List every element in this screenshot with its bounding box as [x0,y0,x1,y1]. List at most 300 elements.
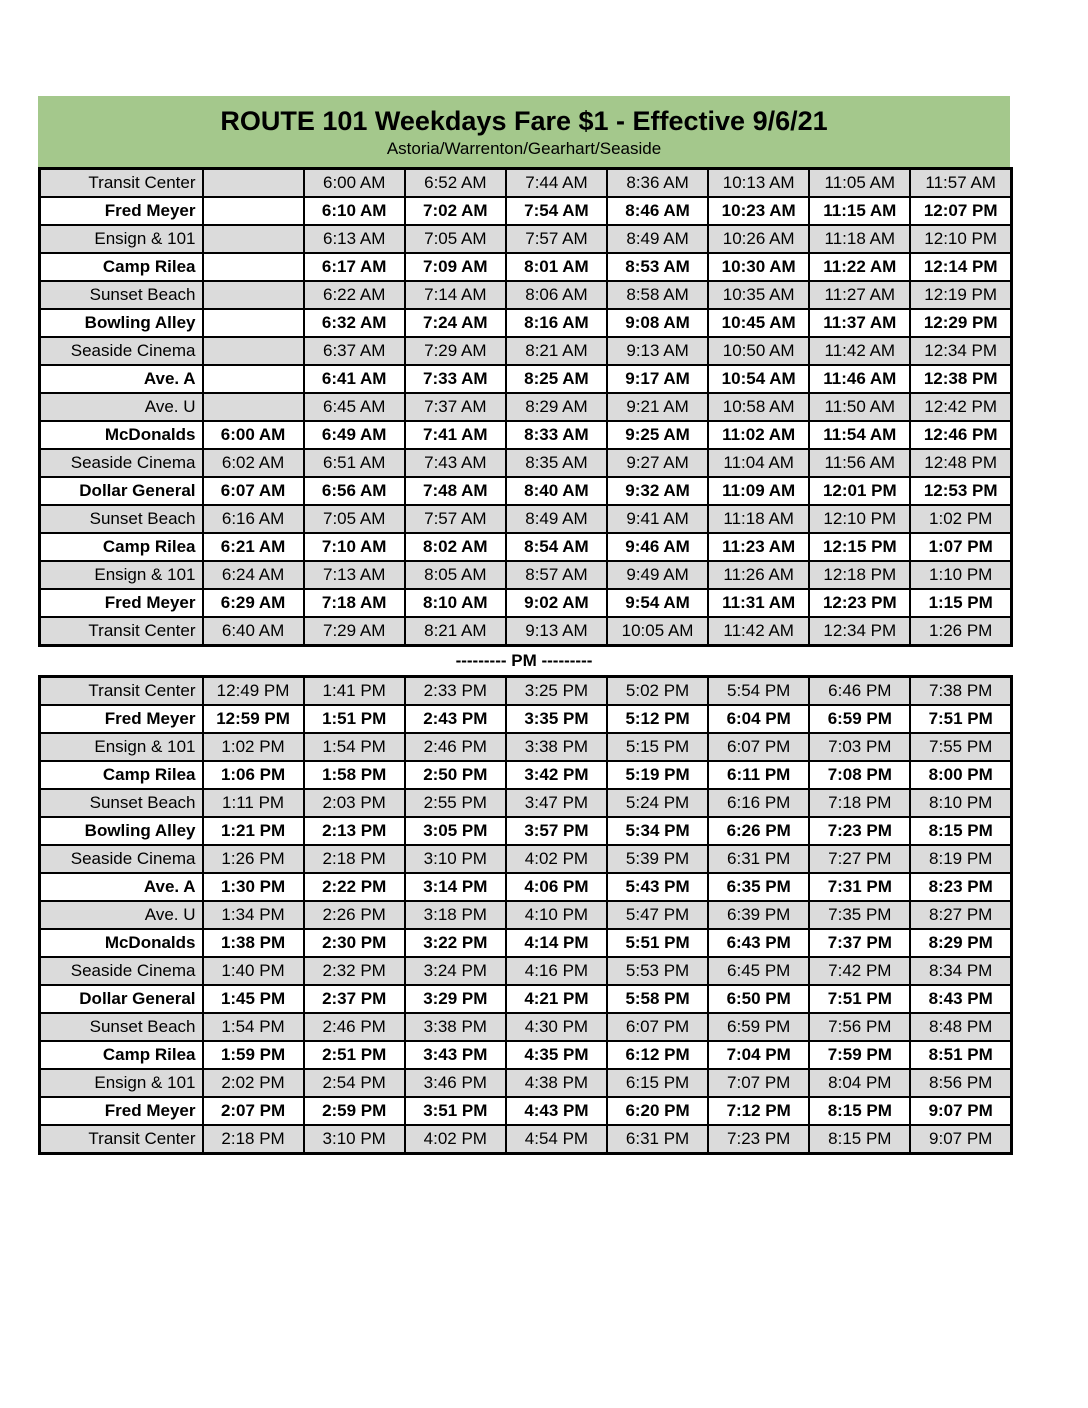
table-row [40,1069,1012,1097]
time-cell: 6:49 AM [304,421,405,449]
time-cell: 4:43 PM [506,1097,607,1125]
time-cell: 8:15 PM [809,1125,910,1154]
empty-time-cell [203,309,304,337]
time-cell: 9:07 PM [910,1125,1011,1154]
table-row [40,169,1012,198]
time-cell: 2:07 PM [203,1097,304,1125]
time-cell: 11:26 AM [708,561,809,589]
time-cell: 3:10 PM [405,845,506,873]
time-cell: 1:15 PM [910,589,1011,617]
time-cell: 5:24 PM [607,789,708,817]
time-cell: 2:26 PM [304,901,405,929]
time-cell: 8:49 AM [607,225,708,253]
time-cell: 7:42 PM [809,957,910,985]
time-cell: 6:00 AM [304,169,405,198]
time-cell: 6:21 AM [203,533,304,561]
table-row [40,929,1012,957]
time-cell: 11:37 AM [809,309,910,337]
time-cell: 6:59 PM [708,1013,809,1041]
time-cell: 7:54 AM [506,197,607,225]
time-cell: 12:01 PM [809,477,910,505]
time-cell: 7:18 PM [809,789,910,817]
time-cell: 8:19 PM [910,845,1011,873]
time-cell: 12:38 PM [910,365,1011,393]
time-cell: 7:29 AM [405,337,506,365]
time-cell: 6:26 PM [708,817,809,845]
time-cell: 6:56 AM [304,477,405,505]
time-cell: 3:29 PM [405,985,506,1013]
time-cell: 5:39 PM [607,845,708,873]
time-cell: 6:11 PM [708,761,809,789]
time-cell: 11:50 AM [809,393,910,421]
time-cell: 9:21 AM [607,393,708,421]
table-row [40,733,1012,761]
time-cell: 7:23 PM [809,817,910,845]
table-row [40,789,1012,817]
time-cell: 12:19 PM [910,281,1011,309]
time-cell: 9:32 AM [607,477,708,505]
time-cell: 1:07 PM [910,533,1011,561]
time-cell: 7:09 AM [405,253,506,281]
stop-name-cell: Ensign & 101 [40,225,203,253]
stop-name-cell: Seaside Cinema [40,449,203,477]
time-cell: 7:43 AM [405,449,506,477]
time-cell: 6:37 AM [304,337,405,365]
time-cell: 1:38 PM [203,929,304,957]
time-cell: 1:54 PM [203,1013,304,1041]
time-cell: 7:57 AM [506,225,607,253]
time-cell: 4:38 PM [506,1069,607,1097]
time-cell: 8:36 AM [607,169,708,198]
time-cell: 6:07 PM [607,1013,708,1041]
time-cell: 10:45 AM [708,309,809,337]
time-cell: 2:13 PM [304,817,405,845]
time-cell: 6:52 AM [405,169,506,198]
time-cell: 12:53 PM [910,477,1011,505]
pm-schedule-table [38,675,1013,1155]
time-cell: 10:58 AM [708,393,809,421]
time-cell: 1:21 PM [203,817,304,845]
time-cell: 7:12 PM [708,1097,809,1125]
time-cell: 9:13 AM [607,337,708,365]
table-row [40,533,1012,561]
time-cell: 2:18 PM [304,845,405,873]
time-cell: 8:01 AM [506,253,607,281]
stop-name-cell: Transit Center [40,677,203,706]
time-cell: 7:08 PM [809,761,910,789]
time-cell: 12:07 PM [910,197,1011,225]
stop-name-cell: Transit Center [40,169,203,198]
table-row [40,901,1012,929]
time-cell: 6:31 PM [708,845,809,873]
time-cell: 3:42 PM [506,761,607,789]
time-cell: 3:57 PM [506,817,607,845]
time-cell: 6:32 AM [304,309,405,337]
time-cell: 3:14 PM [405,873,506,901]
time-cell: 10:54 AM [708,365,809,393]
time-cell: 9:27 AM [607,449,708,477]
stop-name-cell: Sunset Beach [40,789,203,817]
stop-name-cell: Fred Meyer [40,1097,203,1125]
time-cell: 8:48 PM [910,1013,1011,1041]
stop-name-cell: Fred Meyer [40,589,203,617]
time-cell: 8:53 AM [607,253,708,281]
time-cell: 6:15 PM [607,1069,708,1097]
time-cell: 12:59 PM [203,705,304,733]
time-cell: 6:20 PM [607,1097,708,1125]
time-cell: 12:46 PM [910,421,1011,449]
stop-name-cell: Fred Meyer [40,705,203,733]
time-cell: 2:30 PM [304,929,405,957]
time-cell: 12:10 PM [910,225,1011,253]
time-cell: 7:56 PM [809,1013,910,1041]
time-cell: 7:18 AM [304,589,405,617]
stop-name-cell: Sunset Beach [40,505,203,533]
time-cell: 7:04 PM [708,1041,809,1069]
time-cell: 3:51 PM [405,1097,506,1125]
time-cell: 9:08 AM [607,309,708,337]
time-cell: 2:43 PM [405,705,506,733]
table-row [40,873,1012,901]
time-cell: 8:46 AM [607,197,708,225]
time-cell: 7:48 AM [405,477,506,505]
page-subtitle: Astoria/Warrenton/Gearhart/Seaside [386,138,662,158]
time-cell: 6:51 AM [304,449,405,477]
table-row [40,1013,1012,1041]
time-cell: 6:50 PM [708,985,809,1013]
time-cell: 8:35 AM [506,449,607,477]
time-cell: 4:02 PM [405,1125,506,1154]
time-cell: 4:30 PM [506,1013,607,1041]
stop-name-cell: Seaside Cinema [40,957,203,985]
schedule-banner [38,96,1010,167]
time-cell: 1:30 PM [203,873,304,901]
time-cell: 3:38 PM [506,733,607,761]
table-row [40,365,1012,393]
time-cell: 2:51 PM [304,1041,405,1069]
time-cell: 2:22 PM [304,873,405,901]
time-cell: 10:35 AM [708,281,809,309]
pm-divider-label: --------- PM --------- [38,647,1010,675]
time-cell: 6:12 PM [607,1041,708,1069]
time-cell: 11:02 AM [708,421,809,449]
table-row [40,677,1012,706]
time-cell: 7:31 PM [809,873,910,901]
time-cell: 1:40 PM [203,957,304,985]
table-row [40,957,1012,985]
time-cell: 8:16 AM [506,309,607,337]
time-cell: 3:38 PM [405,1013,506,1041]
time-cell: 8:29 AM [506,393,607,421]
stop-name-cell: Transit Center [40,617,203,646]
table-row [40,225,1012,253]
time-cell: 4:02 PM [506,845,607,873]
table-row [40,1125,1012,1154]
time-cell: 8:10 PM [910,789,1011,817]
time-cell: 11:42 AM [809,337,910,365]
time-cell: 6:46 PM [809,677,910,706]
time-cell: 1:10 PM [910,561,1011,589]
time-cell: 1:58 PM [304,761,405,789]
time-cell: 7:03 PM [809,733,910,761]
time-cell: 7:37 PM [809,929,910,957]
time-cell: 2:32 PM [304,957,405,985]
time-cell: 5:58 PM [607,985,708,1013]
time-cell: 6:59 PM [809,705,910,733]
time-cell: 1:06 PM [203,761,304,789]
time-cell: 8:57 AM [506,561,607,589]
time-cell: 3:10 PM [304,1125,405,1154]
time-cell: 11:57 AM [910,169,1011,198]
time-cell: 12:42 PM [910,393,1011,421]
stop-name-cell: Ave. U [40,393,203,421]
table-row [40,705,1012,733]
time-cell: 6:43 PM [708,929,809,957]
time-cell: 12:48 PM [910,449,1011,477]
time-cell: 8:49 AM [506,505,607,533]
time-cell: 11:46 AM [809,365,910,393]
time-cell: 9:54 AM [607,589,708,617]
table-row [40,477,1012,505]
time-cell: 9:25 AM [607,421,708,449]
time-cell: 7:23 PM [708,1125,809,1154]
time-cell: 7:44 AM [506,169,607,198]
stop-name-cell: Fred Meyer [40,197,203,225]
time-cell: 1:59 PM [203,1041,304,1069]
time-cell: 9:02 AM [506,589,607,617]
time-cell: 2:03 PM [304,789,405,817]
time-cell: 6:40 AM [203,617,304,646]
empty-time-cell [203,169,304,198]
stop-name-cell: Ave. A [40,365,203,393]
time-cell: 6:07 AM [203,477,304,505]
time-cell: 7:41 AM [405,421,506,449]
time-cell: 5:54 PM [708,677,809,706]
time-cell: 9:41 AM [607,505,708,533]
time-cell: 2:59 PM [304,1097,405,1125]
time-cell: 8:06 AM [506,281,607,309]
time-cell: 1:02 PM [910,505,1011,533]
time-cell: 8:15 PM [809,1097,910,1125]
stop-name-cell: McDonalds [40,421,203,449]
time-cell: 11:18 AM [708,505,809,533]
stop-name-cell: Ensign & 101 [40,733,203,761]
time-cell: 1:11 PM [203,789,304,817]
stop-name-cell: Camp Rilea [40,761,203,789]
time-cell: 6:16 AM [203,505,304,533]
table-row [40,197,1012,225]
time-cell: 9:46 AM [607,533,708,561]
time-cell: 6:10 AM [304,197,405,225]
time-cell: 5:12 PM [607,705,708,733]
time-cell: 7:27 PM [809,845,910,873]
stop-name-cell: Camp Rilea [40,533,203,561]
time-cell: 11:15 AM [809,197,910,225]
time-cell: 12:29 PM [910,309,1011,337]
empty-time-cell [203,365,304,393]
time-cell: 6:45 AM [304,393,405,421]
time-cell: 8:40 AM [506,477,607,505]
time-cell: 2:54 PM [304,1069,405,1097]
time-cell: 7:02 AM [405,197,506,225]
time-cell: 8:23 PM [910,873,1011,901]
time-cell: 8:33 AM [506,421,607,449]
time-cell: 9:13 AM [506,617,607,646]
time-cell: 4:35 PM [506,1041,607,1069]
stop-name-cell: Seaside Cinema [40,845,203,873]
empty-time-cell [203,337,304,365]
table-row [40,817,1012,845]
empty-time-cell [203,225,304,253]
time-cell: 7:37 AM [405,393,506,421]
time-cell: 7:14 AM [405,281,506,309]
stop-name-cell: Seaside Cinema [40,337,203,365]
time-cell: 7:33 AM [405,365,506,393]
time-cell: 7:29 AM [304,617,405,646]
time-cell: 10:50 AM [708,337,809,365]
time-cell: 5:19 PM [607,761,708,789]
time-cell: 12:49 PM [203,677,304,706]
time-cell: 3:24 PM [405,957,506,985]
time-cell: 6:04 PM [708,705,809,733]
time-cell: 5:51 PM [607,929,708,957]
time-cell: 2:02 PM [203,1069,304,1097]
table-row [40,985,1012,1013]
time-cell: 7:10 AM [304,533,405,561]
time-cell: 6:13 AM [304,225,405,253]
time-cell: 12:14 PM [910,253,1011,281]
time-cell: 7:51 PM [809,985,910,1013]
time-cell: 11:22 AM [809,253,910,281]
time-cell: 11:54 AM [809,421,910,449]
time-cell: 4:06 PM [506,873,607,901]
time-cell: 1:34 PM [203,901,304,929]
time-cell: 1:41 PM [304,677,405,706]
time-cell: 3:25 PM [506,677,607,706]
time-cell: 7:51 PM [910,705,1011,733]
time-cell: 8:25 AM [506,365,607,393]
time-cell: 8:21 AM [506,337,607,365]
time-cell: 7:05 AM [405,225,506,253]
time-cell: 2:55 PM [405,789,506,817]
time-cell: 6:31 PM [607,1125,708,1154]
time-cell: 3:35 PM [506,705,607,733]
time-cell: 11:05 AM [809,169,910,198]
schedule-sheet [38,96,1010,1155]
time-cell: 6:24 AM [203,561,304,589]
time-cell: 2:46 PM [304,1013,405,1041]
time-cell: 7:13 AM [304,561,405,589]
page-title: ROUTE 101 Weekdays Fare $1 - Effective 9/6/21 [220,105,828,136]
time-cell: 6:39 PM [708,901,809,929]
time-cell: 11:09 AM [708,477,809,505]
time-cell: 12:18 PM [809,561,910,589]
time-cell: 8:05 AM [405,561,506,589]
time-cell: 6:35 PM [708,873,809,901]
time-cell: 4:54 PM [506,1125,607,1154]
empty-time-cell [203,197,304,225]
time-cell: 7:38 PM [910,677,1011,706]
time-cell: 8:58 AM [607,281,708,309]
stop-name-cell: Ensign & 101 [40,561,203,589]
time-cell: 12:15 PM [809,533,910,561]
time-cell: 8:10 AM [405,589,506,617]
time-cell: 7:24 AM [405,309,506,337]
time-cell: 4:10 PM [506,901,607,929]
stop-name-cell: Dollar General [40,985,203,1013]
time-cell: 12:34 PM [910,337,1011,365]
table-row [40,561,1012,589]
time-cell: 3:43 PM [405,1041,506,1069]
table-row [40,253,1012,281]
time-cell: 8:56 PM [910,1069,1011,1097]
table-row [40,309,1012,337]
table-row [40,421,1012,449]
time-cell: 1:26 PM [910,617,1011,646]
time-cell: 5:15 PM [607,733,708,761]
time-cell: 8:02 AM [405,533,506,561]
time-cell: 6:29 AM [203,589,304,617]
time-cell: 9:49 AM [607,561,708,589]
time-cell: 12:34 PM [809,617,910,646]
time-cell: 3:18 PM [405,901,506,929]
stop-name-cell: McDonalds [40,929,203,957]
stop-name-cell: Sunset Beach [40,281,203,309]
time-cell: 6:17 AM [304,253,405,281]
stop-name-cell: Ave. U [40,901,203,929]
time-cell: 1:54 PM [304,733,405,761]
time-cell: 11:04 AM [708,449,809,477]
table-row [40,761,1012,789]
time-cell: 7:35 PM [809,901,910,929]
time-cell: 12:23 PM [809,589,910,617]
time-cell: 10:13 AM [708,169,809,198]
time-cell: 8:00 PM [910,761,1011,789]
table-row [40,617,1012,646]
time-cell: 8:27 PM [910,901,1011,929]
time-cell: 7:59 PM [809,1041,910,1069]
time-cell: 10:26 AM [708,225,809,253]
stop-name-cell: Bowling Alley [40,817,203,845]
empty-time-cell [203,281,304,309]
stop-name-cell: Dollar General [40,477,203,505]
time-cell: 10:30 AM [708,253,809,281]
time-cell: 1:51 PM [304,705,405,733]
stop-name-cell: Bowling Alley [40,309,203,337]
empty-time-cell [203,393,304,421]
time-cell: 4:21 PM [506,985,607,1013]
table-row [40,845,1012,873]
time-cell: 2:33 PM [405,677,506,706]
time-cell: 10:23 AM [708,197,809,225]
time-cell: 8:15 PM [910,817,1011,845]
time-cell: 2:46 PM [405,733,506,761]
stop-name-cell: Transit Center [40,1125,203,1154]
time-cell: 9:07 PM [910,1097,1011,1125]
time-cell: 11:31 AM [708,589,809,617]
time-cell: 2:37 PM [304,985,405,1013]
time-cell: 3:22 PM [405,929,506,957]
time-cell: 6:41 AM [304,365,405,393]
time-cell: 8:34 PM [910,957,1011,985]
time-cell: 1:45 PM [203,985,304,1013]
time-cell: 3:05 PM [405,817,506,845]
time-cell: 2:50 PM [405,761,506,789]
time-cell: 11:23 AM [708,533,809,561]
time-cell: 10:05 AM [607,617,708,646]
time-cell: 5:53 PM [607,957,708,985]
time-cell: 7:55 PM [910,733,1011,761]
